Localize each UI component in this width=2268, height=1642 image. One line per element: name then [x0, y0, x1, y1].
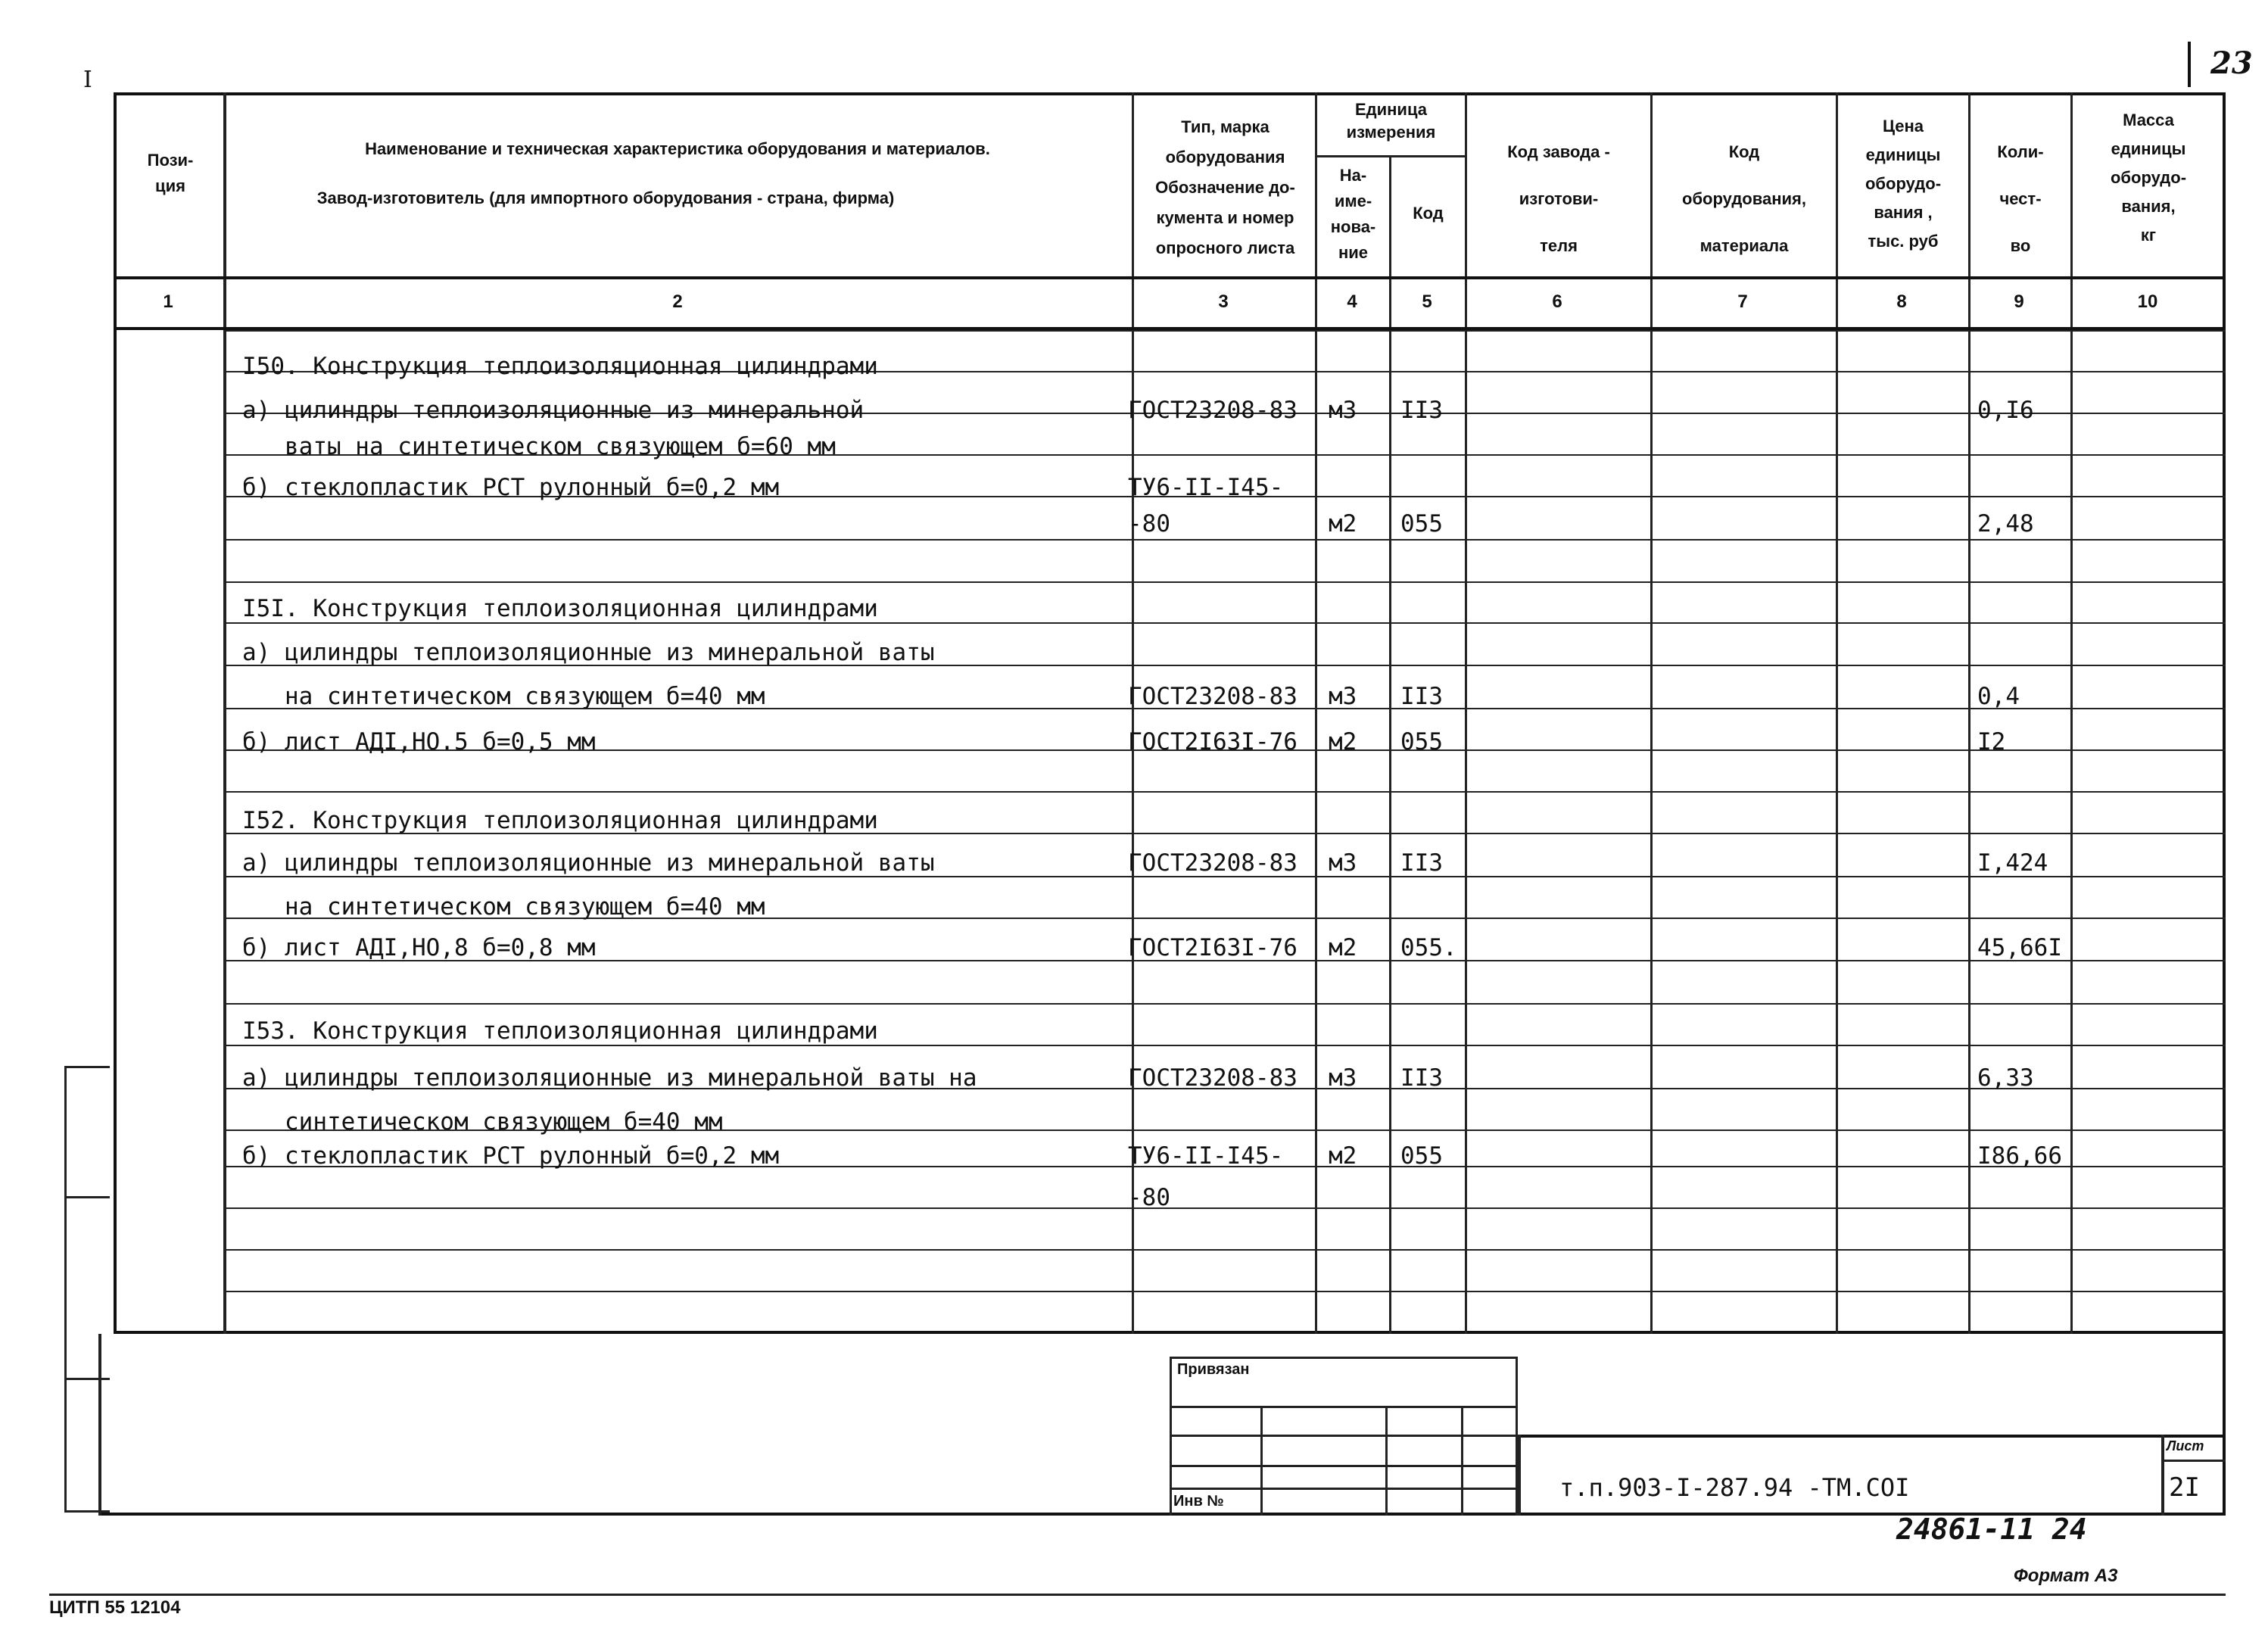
header-type: Тип, марка оборудования Обозначение до- кумента и номер опросного листа [1155, 117, 1295, 257]
row-unit: м3 [1329, 1064, 1357, 1092]
stamp-grid-h3 [1170, 1465, 1518, 1467]
list-label: Лист [2167, 1438, 2204, 1453]
document-code: т.п.903-I-287.94 -ТМ.СОI [1559, 1473, 1910, 1502]
row-divider [223, 539, 2226, 541]
col-divider-4 [1389, 155, 1391, 1334]
stamp-grid-v2 [1385, 1406, 1388, 1516]
row-divider [223, 1291, 2226, 1292]
header-unit-name: На- име- нова- ние [1330, 166, 1376, 262]
column-number: 2 [672, 291, 683, 312]
row-doc: ГОСТ23208-83 [1128, 683, 1298, 710]
stamp-grid-v3 [1461, 1406, 1463, 1516]
row-name: I53. Конструкция теплоизоляционная цилиндрами [242, 1017, 878, 1045]
header-quantity: Коли- чест- во [1997, 142, 2044, 255]
row-qty: I,424 [1977, 849, 2048, 877]
column-number: 9 [2014, 291, 2024, 312]
row-unit: м2 [1329, 1142, 1357, 1170]
header-position: Пози- ция [147, 151, 194, 195]
row-divider [223, 1249, 2226, 1251]
column-number: 10 [2137, 291, 2158, 312]
row-name: б) стеклопластик РСТ рулонный б=0,2 мм [242, 1142, 780, 1170]
row-doc: ГОСТ2I63I-76 [1128, 728, 1298, 756]
header-unit-code: Код [1413, 204, 1444, 223]
column-number: 3 [1218, 291, 1229, 312]
header-equipment-code: Код оборудования, материала [1682, 142, 1806, 255]
stamp-grid-h1 [1170, 1406, 1518, 1408]
column-number: 7 [1737, 291, 1748, 312]
row-unit: м2 [1329, 934, 1357, 961]
column-number: 1 [163, 291, 173, 312]
row-code: 055 [1400, 728, 1443, 756]
row-name: б) стеклопластик РСТ рулонный б=0,2 мм [242, 474, 780, 501]
sheet-number-handwritten: 23 [2210, 45, 2253, 81]
list-cell-hline [2161, 1460, 2226, 1462]
header-name-line2: Завод-изготовитель (для импортного оборудования - страна, фирма) [316, 189, 895, 207]
row-name: I5I. Конструкция теплоизоляционная цилиндрами [242, 595, 878, 622]
stamp-left-extension [98, 1334, 101, 1516]
row-code: 055. [1400, 934, 1457, 961]
row-divider [223, 581, 2226, 583]
header-name-line1: Наименование и техническая характеристика оборудования и материалов. [365, 139, 990, 158]
footer-line [49, 1594, 2226, 1596]
row-unit: м2 [1329, 728, 1357, 756]
title-block-top [1518, 1435, 2226, 1438]
stamp-grid-h4 [1170, 1488, 1518, 1490]
row-doc: ГОСТ23208-83 [1128, 1064, 1298, 1092]
row-unit: м3 [1329, 683, 1357, 710]
row-divider [223, 1207, 2226, 1209]
header-price: Цена единицы оборудо- вания , тыс. руб [1865, 117, 1942, 251]
stamp-grid-h2 [1170, 1435, 1518, 1437]
column-number: 4 [1347, 291, 1357, 312]
header-unit: Единица измерения [1346, 100, 1436, 142]
list-cell-divider [2161, 1435, 2164, 1516]
row-name: а) цилиндры теплоизоляционные из минеральной ваты [242, 849, 935, 877]
row-unit: м3 [1329, 849, 1357, 877]
row-qty: 6,33 [1977, 1064, 2034, 1092]
row-name: а) цилиндры теплоизоляционные из минеральной ваты на [242, 1064, 977, 1092]
header-plant-code: Код завода - изготови- теля [1507, 142, 1610, 255]
unit-header-divider [1315, 155, 1465, 157]
row-qty: 0,4 [1977, 683, 2020, 710]
corner-mark: I [83, 67, 92, 93]
row-name: I52. Конструкция теплоизоляционная цилиндрами [242, 807, 878, 834]
row-code: II3 [1400, 1064, 1443, 1092]
row-qty: I2 [1977, 728, 2006, 756]
row-code: 055 [1400, 1142, 1443, 1170]
corner-bracket [2188, 42, 2191, 87]
column-number: 5 [1422, 291, 1432, 312]
row-divider [223, 791, 2226, 793]
row-name: I50. Конструкция теплоизоляционная цилиндрами [242, 353, 878, 380]
row-doc: ГОСТ2I63I-76 [1128, 934, 1298, 961]
privyazan-label: Привязан [1177, 1361, 1250, 1378]
row-name: на синтетическом связующем б=40 мм [242, 683, 765, 710]
column-number: 8 [1896, 291, 1907, 312]
row-doc: -80 [1128, 1184, 1170, 1211]
row-qty: I86,66 [1977, 1142, 2062, 1170]
list-value: 2I [2169, 1472, 2200, 1503]
row-doc: ГОСТ23208-83 [1128, 849, 1298, 877]
row-name: а) цилиндры теплоизоляционные из минеральной ваты [242, 639, 935, 666]
row-qty: 45,66I [1977, 934, 2062, 961]
row-name: ваты на синтетическом связующем б=60 мм [242, 433, 836, 460]
row-doc: ГОСТ23208-83 [1128, 397, 1298, 424]
row-doc: ТУ6-II-I45- [1128, 474, 1284, 501]
row-name: а) цилиндры теплоизоляционные из минеральной [242, 397, 865, 424]
row-code: II3 [1400, 683, 1443, 710]
header-bottom-line [114, 276, 2226, 279]
format-label: Формат А3 [2014, 1566, 2118, 1586]
row-doc: -80 [1128, 510, 1170, 537]
row-name: на синтетическом связующем б=40 мм [242, 893, 765, 921]
row-code: II3 [1400, 849, 1443, 877]
inventory-number: 24861-11 24 [1896, 1513, 2087, 1546]
row-divider [223, 1003, 2226, 1005]
row-code: 055 [1400, 510, 1443, 537]
row-qty: 2,48 [1977, 510, 2034, 537]
row-name: б) лист АДI,НО.5 б=0,5 мм [242, 728, 596, 756]
row-code: II3 [1400, 397, 1443, 424]
row-unit: м3 [1329, 397, 1357, 424]
row-name: синтетическом связующем б=40 мм [242, 1108, 723, 1136]
row-name: б) лист АДI,НО,8 б=0,8 мм [242, 934, 596, 961]
header-mass: Масса единицы оборудо- вания, кг [2110, 111, 2187, 245]
row-qty: 0,I6 [1977, 397, 2034, 424]
column-number: 6 [1552, 291, 1562, 312]
inv-no-label: Инв № [1173, 1493, 1224, 1510]
margin-tick-1 [64, 1196, 110, 1198]
footer-left-text: ЦИТП 55 12104 [49, 1597, 181, 1618]
stamp-grid-v1 [1260, 1406, 1263, 1516]
row-unit: м2 [1329, 510, 1357, 537]
row-doc: ТУ6-II-I45- [1128, 1142, 1284, 1170]
title-block-left [1518, 1435, 1521, 1516]
row-divider [223, 330, 2226, 332]
